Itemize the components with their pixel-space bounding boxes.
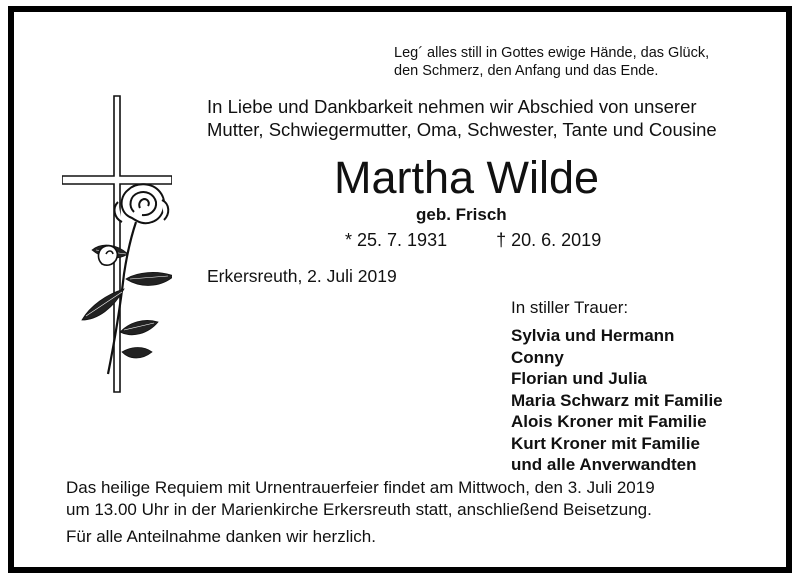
farewell-intro xyxy=(207,95,767,141)
birth-date: * 25. 7. 1931 xyxy=(345,230,448,250)
mourning-heading: In stiller Trauer: xyxy=(511,298,629,317)
mourner-item: Conny xyxy=(511,347,564,367)
cross-with-rose-icon xyxy=(62,94,172,394)
place-and-date: Erkersreuth, 2. Juli 2019 xyxy=(207,266,397,286)
service-info xyxy=(66,477,766,521)
mourner-item: Sylvia und Hermann xyxy=(511,326,675,345)
mourner-item: Kurt Kroner mit Familie xyxy=(511,433,700,453)
deceased-name: Martha Wilde xyxy=(334,152,600,203)
birth-name: geb. Frisch xyxy=(416,205,507,224)
service-line: Das heilige Requiem mit Urnentrauerfeier findet am Mittwoch, den 3. Juli 2019 xyxy=(66,478,655,497)
obituary-notice xyxy=(8,6,792,573)
thanks-line: Für alle Anteilnahme danken wir herzlich. xyxy=(66,527,376,546)
intro-line: In Liebe und Dankbarkeit nehmen wir Abschied von unserer xyxy=(207,96,697,117)
mourner-item: Maria Schwarz mit Familie xyxy=(511,390,723,410)
motto-line: Leg´ alles still in Gottes ewige Hände, das Glück, xyxy=(394,45,710,61)
motto-verse xyxy=(394,44,794,80)
mourner-item: und alle Anverwandten xyxy=(511,455,697,474)
life-dates xyxy=(345,229,665,251)
mourner-item: Alois Kroner mit Familie xyxy=(511,412,707,431)
death-date: † 20. 6. 2019 xyxy=(496,230,602,250)
motto-line: den Schmerz, den Anfang und das Ende. xyxy=(394,63,659,79)
service-line: um 13.00 Uhr in der Marienkirche Erkersreuth statt, anschließend Beisetzung. xyxy=(66,500,652,519)
mourners-list xyxy=(511,325,723,476)
mourner-item: Florian und Julia xyxy=(511,369,648,388)
intro-line: Mutter, Schwiegermutter, Oma, Schwester, Tante und Cousine xyxy=(207,119,717,140)
